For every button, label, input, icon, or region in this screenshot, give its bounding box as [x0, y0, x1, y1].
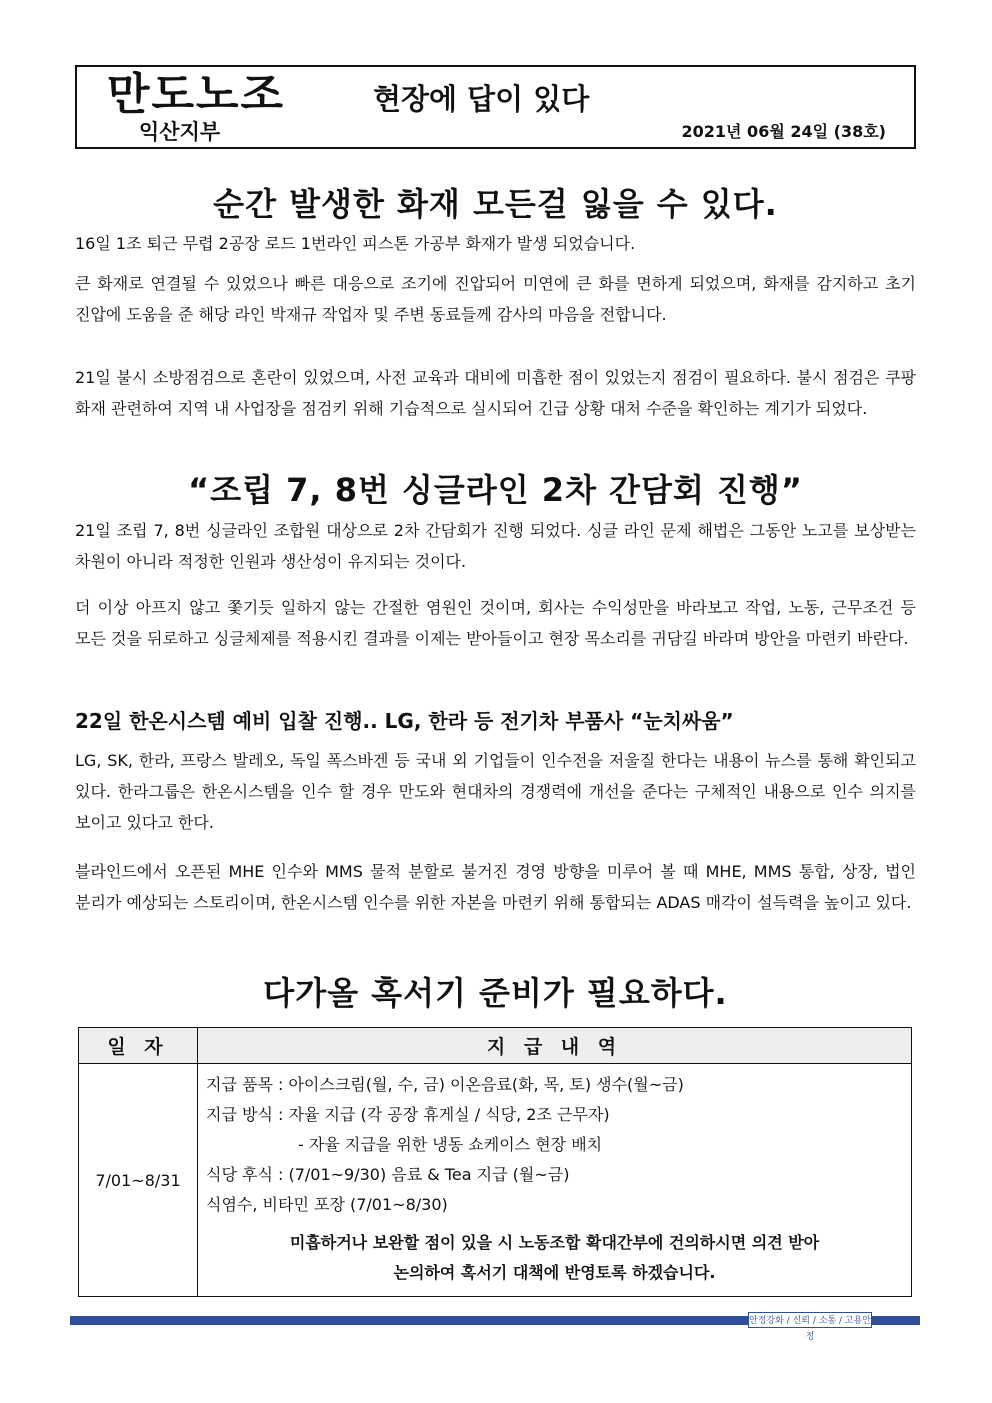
- column-header-details: 지 급 내 역: [198, 1028, 912, 1064]
- detail-line: - 자율 지급을 위한 냉동 쇼케이스 현장 배치: [298, 1135, 603, 1154]
- section3-title: 22일 한온시스템 예비 입찰 진행.. LG, 한라 등 전기차 부품사 “눈치싸움”: [75, 709, 734, 733]
- slogan: 현장에 답이 있다: [373, 82, 590, 116]
- period-cell: 7/01~8/31: [79, 1064, 198, 1297]
- branch-name: 익산지부: [139, 120, 221, 144]
- detail-line: 지급 품목 : 아이스크림(월, 수, 금) 이온음료(화, 목, 토) 생수(월~금): [206, 1075, 684, 1094]
- detail-line: 식당 후식 : (7/01~9/30) 음료 & Tea 지급 (월~금): [206, 1165, 570, 1184]
- notice-text: [206, 1228, 903, 1288]
- section2-paragraph: 21일 조립 7, 8번 싱글라인 조합원 대상으로 2차 간담회가 진행 되었다. 싱글 라인 문제 해법은 그동안 노고를 보상받는 차원이 아니라 적정한 인원과 생산성이 유지되는 것이다.: [75, 521, 916, 571]
- section1-title: 순간 발생한 화재 모든걸 잃을 수 있다.: [213, 185, 778, 223]
- table-row: [79, 1064, 912, 1297]
- notice-line: 미흡하거나 보완할 점이 있을 시 노동조합 확대간부에 건의하시면 의견 받아: [289, 1233, 820, 1252]
- section1-paragraph: 16일 1조 퇴근 무렵 2공장 로드 1번라인 피스톤 가공부 화재가 발생 되었습니다.: [75, 234, 636, 253]
- section3-paragraph: LG, SK, 한라, 프랑스 발레오, 독일 폭스바겐 등 국내 외 기업들이 인수전을 저울질 한다는 내용이 뉴스를 통해 확인되고 있다. 한라그룹은 한온시스템을 인수 할 경우 만도와 현대차의 경쟁력에 개선을 준다는 구체적인 내용으로 인수 의지를 보이고 있다고 한다.: [75, 751, 916, 832]
- table-header-row: [79, 1028, 912, 1064]
- summer-supply-table: [78, 1027, 912, 1297]
- section3-paragraph: 블라인드에서 오픈된 MHE 인수와 MMS 물적 분할로 불거진 경영 방향을 미루어 볼 때 MHE, MMS 통합, 상장, 법인 분리가 예상되는 스토리이며, 한온시스템 인수를 위한 자본을 마련키 위해 통합되는 ADAS 매각이 설득력을 높이고 있다.: [75, 862, 916, 912]
- issue-date: 2021년 06월 24일 (38호): [681, 122, 886, 141]
- section1-paragraph: 큰 화재로 연결될 수 있었으나 빠른 대응으로 조기에 진압되어 미연에 큰 화를 면하게 되었으며, 화재를 감지하고 초기 진압에 도움을 준 해당 라인 박재규 작업자 및 주변 동료들께 감사의 마음을 전합니다.: [75, 274, 916, 324]
- footer-stamp: 안정강화 / 신뢰 / 소통 / 고용안정: [748, 1312, 872, 1328]
- detail-line: 식염수, 비타민 포장 (7/01~8/30): [206, 1195, 448, 1214]
- detail-line: 지급 방식 : 자율 지급 (각 공장 휴게실 / 식당, 2조 근무자): [206, 1105, 610, 1124]
- section2-title: “조립 7, 8번 싱글라인 2차 간담회 진행”: [188, 471, 803, 509]
- union-name: 만도노조: [107, 69, 286, 120]
- notice-line: 논의하여 혹서기 대책에 반영토록 하겠습니다.: [393, 1263, 716, 1282]
- details-cell: [198, 1064, 912, 1297]
- column-header-date: 일 자: [79, 1028, 198, 1064]
- section4-title: 다가올 혹서기 준비가 필요하다.: [263, 974, 728, 1012]
- section1-paragraph: 21일 불시 소방점검으로 혼란이 있었으며, 사전 교육과 대비에 미흡한 점이 있었는지 점검이 필요하다. 불시 점검은 쿠팡 화재 관련하여 지역 내 사업장을 점검키 위해 기습적으로 실시되어 긴급 상황 대처 수준을 확인하는 계기가 되었다.: [75, 368, 916, 418]
- newsletter-header: [75, 65, 916, 149]
- section2-paragraph: 더 이상 아프지 않고 쫓기듯 일하지 않는 간절한 염원인 것이며, 회사는 수익성만을 바라보고 작업, 노동, 근무조건 등 모든 것을 뒤로하고 싱글체제를 적용시킨 결과를 이제는 받아들이고 현장 목소리를 귀담길 바라며 방안을 마련키 바란다.: [75, 598, 916, 648]
